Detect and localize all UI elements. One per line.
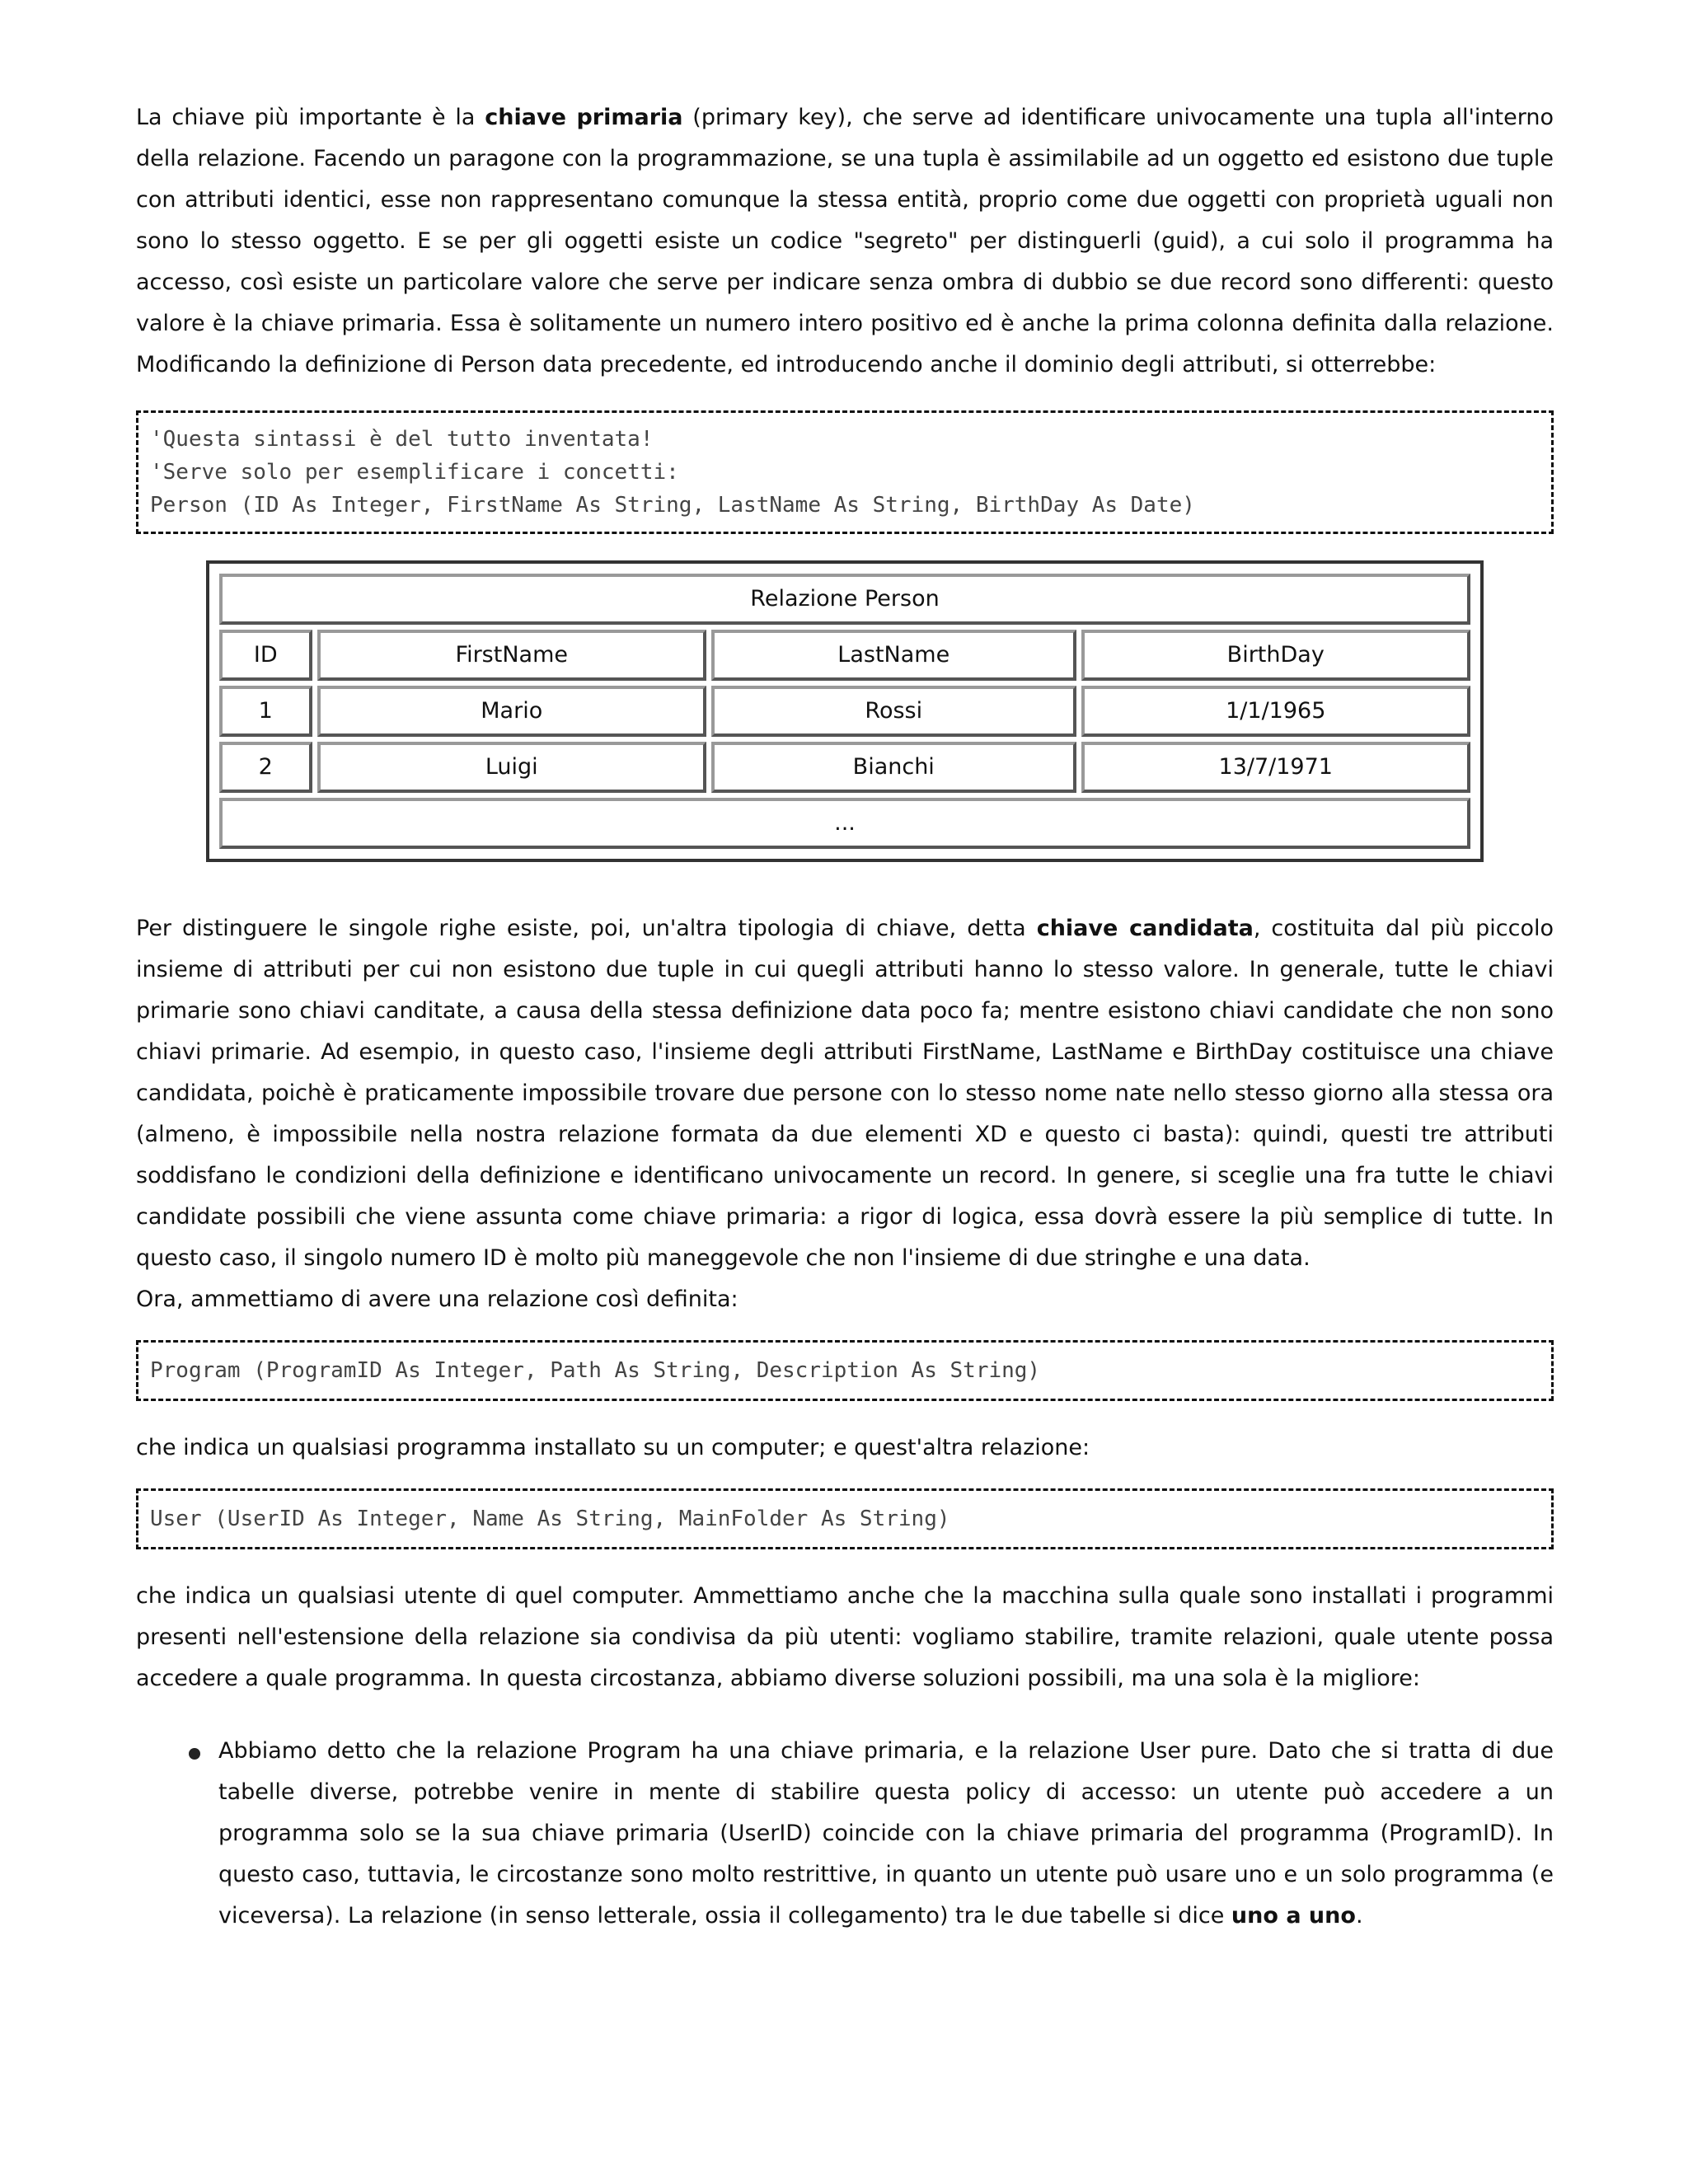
table-title: Relazione Person xyxy=(219,574,1470,625)
paragraph-user-desc: che indica un qualsiasi utente di quel computer. Ammettiamo anche che la macchina sulla quale sono installati i programmi presenti nell'estensione della relazione sia condivisa da più utenti: vogliamo stabilire, tramite relazioni, quale utente possa accedere a quale programma. In questa circostanza, abbiamo diverse soluzioni possibili, ma una sola è la migliore: xyxy=(136,1583,1554,1691)
paragraph-program-desc: che indica un qualsiasi programma installato su un computer; e quest'altra relazione: xyxy=(136,1435,1090,1460)
code-block-program: Program (ProgramID As Integer, Path As String, Description As String) xyxy=(136,1340,1554,1401)
list-item: Abbiamo detto che la relazione Program ha una chiave primaria, e la relazione User pure. Dato che si tratta di due tabelle diverse, potrebbe venire in mente di stabilire questa policy di accesso: un utente può accedere a un programma solo se la sua chiave primaria (UserID) coincide con la chiave primaria del programma (ProgramID). In questo caso, tuttavia, le circostanze sono molto restrittive, in quanto un utente può usare uno e un solo programma (e viceversa). La relazione (in senso letterale, ossia il collegamento) tra le due tabelle si dice uno a uno. xyxy=(218,1731,1554,1937)
document-page xyxy=(136,97,1554,1937)
table-header-row xyxy=(219,630,1470,681)
relation-person-table xyxy=(206,560,1484,862)
table-title-row xyxy=(219,574,1470,625)
term-chiave-candidata: chiave candidata xyxy=(1036,916,1254,941)
bullet-icon xyxy=(189,1748,200,1760)
table-ellipsis-row xyxy=(219,798,1470,849)
table-row xyxy=(219,686,1470,737)
term-chiave-primaria: chiave primaria xyxy=(485,105,683,130)
column-header: LastName xyxy=(711,630,1076,681)
table-cell: 2 xyxy=(219,742,312,793)
table-cell: Mario xyxy=(317,686,707,737)
table-cell: 1/1/1965 xyxy=(1081,686,1471,737)
table-cell: Rossi xyxy=(711,686,1076,737)
table-ellipsis: ... xyxy=(219,798,1470,849)
paragraph-candidate-key: Per distinguere le singole righe esiste, poi, un'altra tipologia di chiave, detta chiave candidata, costituita dal più piccolo insieme di attributi per cui non esistono due tuple in cui quegli attributi hanno lo stesso valore. In generale, tutte le chiavi primarie sono chiavi canditate, a causa della stessa definizione data poco fa; mentre esistono chiavi candidate che non sono chiavi primarie. Ad esempio, in questo caso, l'insieme degli attributi FirstName, LastName e BirthDay costituisce una chiave candidata, poichè è praticamente impossibile trovare due persone con lo stesso nome nate nello stesso giorno alla stessa ora (almeno, è impossibile nella nostra relazione formata da due elementi XD e questo ci basta): quindi, questi tre attributi soddisfano le condizioni della definizione e identificano univocamente un record. In genere, si sceglie una fra tutte le chiavi candidate possibili che viene assunta come chiave primaria: a rigor di logica, essa dovrà essere la più semplice di tutte. In questo caso, il singolo numero ID è molto più maneggevole che non l'insieme di due stringhe e una data. xyxy=(136,916,1554,1271)
table-cell: 13/7/1971 xyxy=(1081,742,1471,793)
paragraph-relation-intro: Ora, ammettiamo di avere una relazione così definita: xyxy=(136,1286,738,1312)
column-header: ID xyxy=(219,630,312,681)
table-cell: Bianchi xyxy=(711,742,1076,793)
paragraph-primary-key: La chiave più importante è la chiave primaria (primary key), che serve ad identificare univocamente una tupla all'interno della relazione. Facendo un paragone con la programmazione, se una tupla è assimilabile ad un oggetto ed esistono due tuple con attributi identici, esse non rappresentano comunque la stessa entità, proprio come due oggetti con proprietà uguali non sono lo stesso oggetto. E se per gli oggetti esiste un codice "segreto" per distinguerli (guid), a cui solo il programma ha accesso, così esiste un particolare valore che serve per indicare senza ombra di dubbio se due record sono differenti: questo valore è la chiave primaria. Essa è solitamente un numero intero positivo ed è anche la prima colonna definita dalla relazione. Modificando la definizione di Person data precedente, ed introducendo anche il dominio degli attributi, si otterrebbe: xyxy=(136,105,1554,377)
term-uno-a-uno: uno a uno xyxy=(1231,1903,1356,1929)
code-block-user: User (UserID As Integer, Name As String, MainFolder As String) xyxy=(136,1488,1554,1549)
table-row xyxy=(219,742,1470,793)
code-block-person: 'Questa sintassi è del tutto inventata! 'Serve solo per esemplificare i concetti: Person (ID As Integer, FirstName As String, LastName As String, BirthDay As Date) xyxy=(136,410,1554,534)
table-cell: Luigi xyxy=(317,742,707,793)
table-cell: 1 xyxy=(219,686,312,737)
column-header: BirthDay xyxy=(1081,630,1471,681)
column-header: FirstName xyxy=(317,630,707,681)
solutions-list xyxy=(136,1731,1554,1937)
